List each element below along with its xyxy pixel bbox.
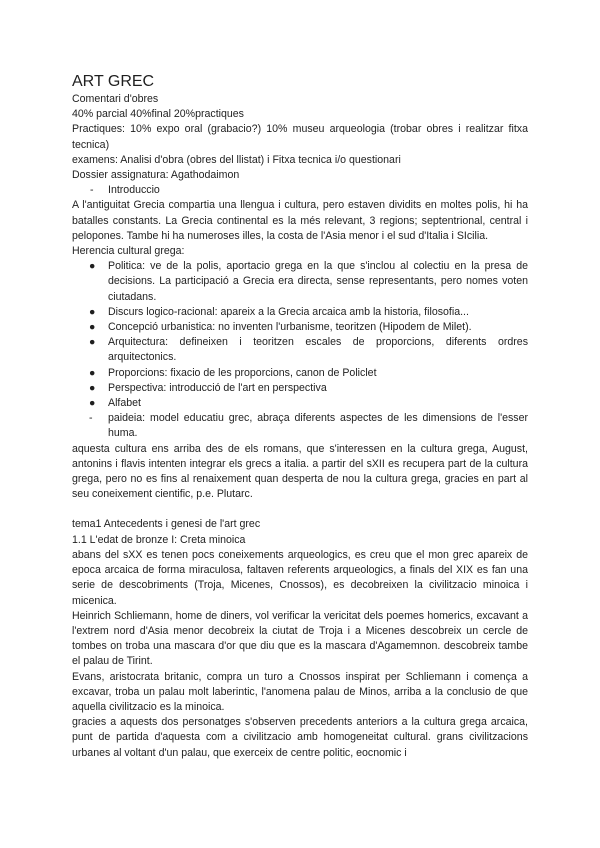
bullet-marker: ● [89, 381, 96, 394]
comentari-line: Comentari d'obres [72, 93, 159, 105]
grading-line: 40% parcial 40%final 20%practiques [72, 108, 244, 121]
bullet-marker: ● [89, 336, 96, 349]
dash-marker: - [89, 412, 93, 425]
intro-paragraph: A l'antiguitat Grecia compartia una llengua i cultura, pero estaven dividits en moltes polis, hi ha batalles constants. La Grecia continental es la més relevant, 3 regions; septentrional, central i pelopones. Tambe hi ha numeroses illes, la costa de l'Asia menor i el sud d'Italia i SIcilia. [72, 199, 528, 242]
list-item: ● Alfabet [72, 396, 528, 411]
paideia-item: - paideia: model educatiu grec, abraça diferents aspectes de les dimensions de l'esser huma. [89, 412, 528, 440]
dash-marker: - [90, 184, 94, 197]
list-item: ● Perspectiva: introducció de l'art en perspectiva [72, 381, 528, 396]
bullet-marker: ● [89, 260, 96, 273]
sxx-paragraph: abans del sXX es tenen pocs coneixements arqueologics, es creu que el mon grec apareix de epoca arcaica de forma miraculosa, faltaven referents arqueologics, a finals del XIX es fan una serie de descobriments (Troja, Micenes, Cnossos), es decobreixen la civilitzacio minoica i micenica. [72, 548, 528, 607]
evans-paragraph: Evans, aristocrata britanic, compra un turo a Cnossos inspirat per Schliemann i comença a excavar, troba un palau molt laberintic, l'anomena palau de Minos, arriba a la conclusio de que aquella civilitzacio es la minoica. [72, 670, 528, 713]
schliemann-paragraph: Heinrich Schliemann, home de diners, vol verificar la vericitat dels poemes homerics, excavant a l'extrem nord d'Asia menor decobreix la ciutat de Troja i a Micenes descobreix un cercle de tombes on troba una mascara d'or que diu que es la mascara d'Agamemnon. descobreix tambe el palau de Tirint. [72, 609, 528, 668]
section-1-1-heading: 1.1 L'edat de bronze I: Creta minoica [72, 533, 246, 546]
herencia-heading: Herencia cultural grega: [72, 245, 185, 258]
bullet-marker: ● [89, 305, 96, 318]
examens-line: examens: Analisi d'obra (obres del llistat) i Fitxa tecnica i/o questionari [72, 153, 401, 166]
roman-paragraph: aquesta cultura ens arriba des de els romans, que s'interessen en la cultura grega, August, antonins i flavis intenten integrar els grecs a italia. a partir del sXII es recupera part de la cultura grega, pero no es fins al renaixement quan desperta de nou la cultura grega, gracies en part al seu coneixement cientific, p.e. Plutarc. [72, 442, 528, 501]
blank-line [72, 502, 528, 517]
list-item: ● Arquitectura: defineixen i teoritzen escales de proporcions, diferents ordres arquitectonics. [89, 336, 528, 364]
document-title: ART GREC [72, 73, 155, 90]
bullet-marker: ● [89, 321, 96, 334]
list-item: ● Concepció urbanistica: no inventen l'urbanisme, teoritzen (Hipodem de Milet). [72, 320, 528, 335]
gracies-paragraph: gracies a aquests dos personatges s'observen precedents anteriors a la cultura grega arcaica, punt de partida d'aquesta com a civilitzacio amb homogeneitat cultural. grans civilitzacions urbanes al voltant d'un palau, que exerceix de centre politic, eocnomic i [72, 716, 528, 759]
list-item: ● Proporcions: fixacio de les proporcions, canon de Policlet [72, 366, 528, 381]
herencia-list [72, 259, 528, 441]
bullet-marker: ● [89, 397, 96, 410]
practiques-line: Practiques: 10% expo oral (grabacio?) 10% museu arqueologia (trobar obres i realitzar fitxa tecnica) [72, 123, 528, 151]
intro-heading: Introduccio [108, 184, 160, 197]
list-item: ● Discurs logico-racional: apareix a la Grecia arcaica amb la historia, filosofia... [72, 305, 528, 320]
tema1-heading: tema1 Antecedents i genesi de l'art grec [72, 518, 261, 531]
bullet-marker: ● [89, 366, 96, 379]
dossier-line: Dossier assignatura: Agathodaimon [72, 169, 240, 182]
document-body [72, 72, 528, 761]
intro-heading-item [72, 183, 528, 198]
list-item: ● Politica: ve de la polis, aportacio grega en la que s'inclou al colectiu en la presa de decisions. La participació a Grecia era directa, sense representants, pero nomes voten ciutadans. [89, 260, 528, 303]
